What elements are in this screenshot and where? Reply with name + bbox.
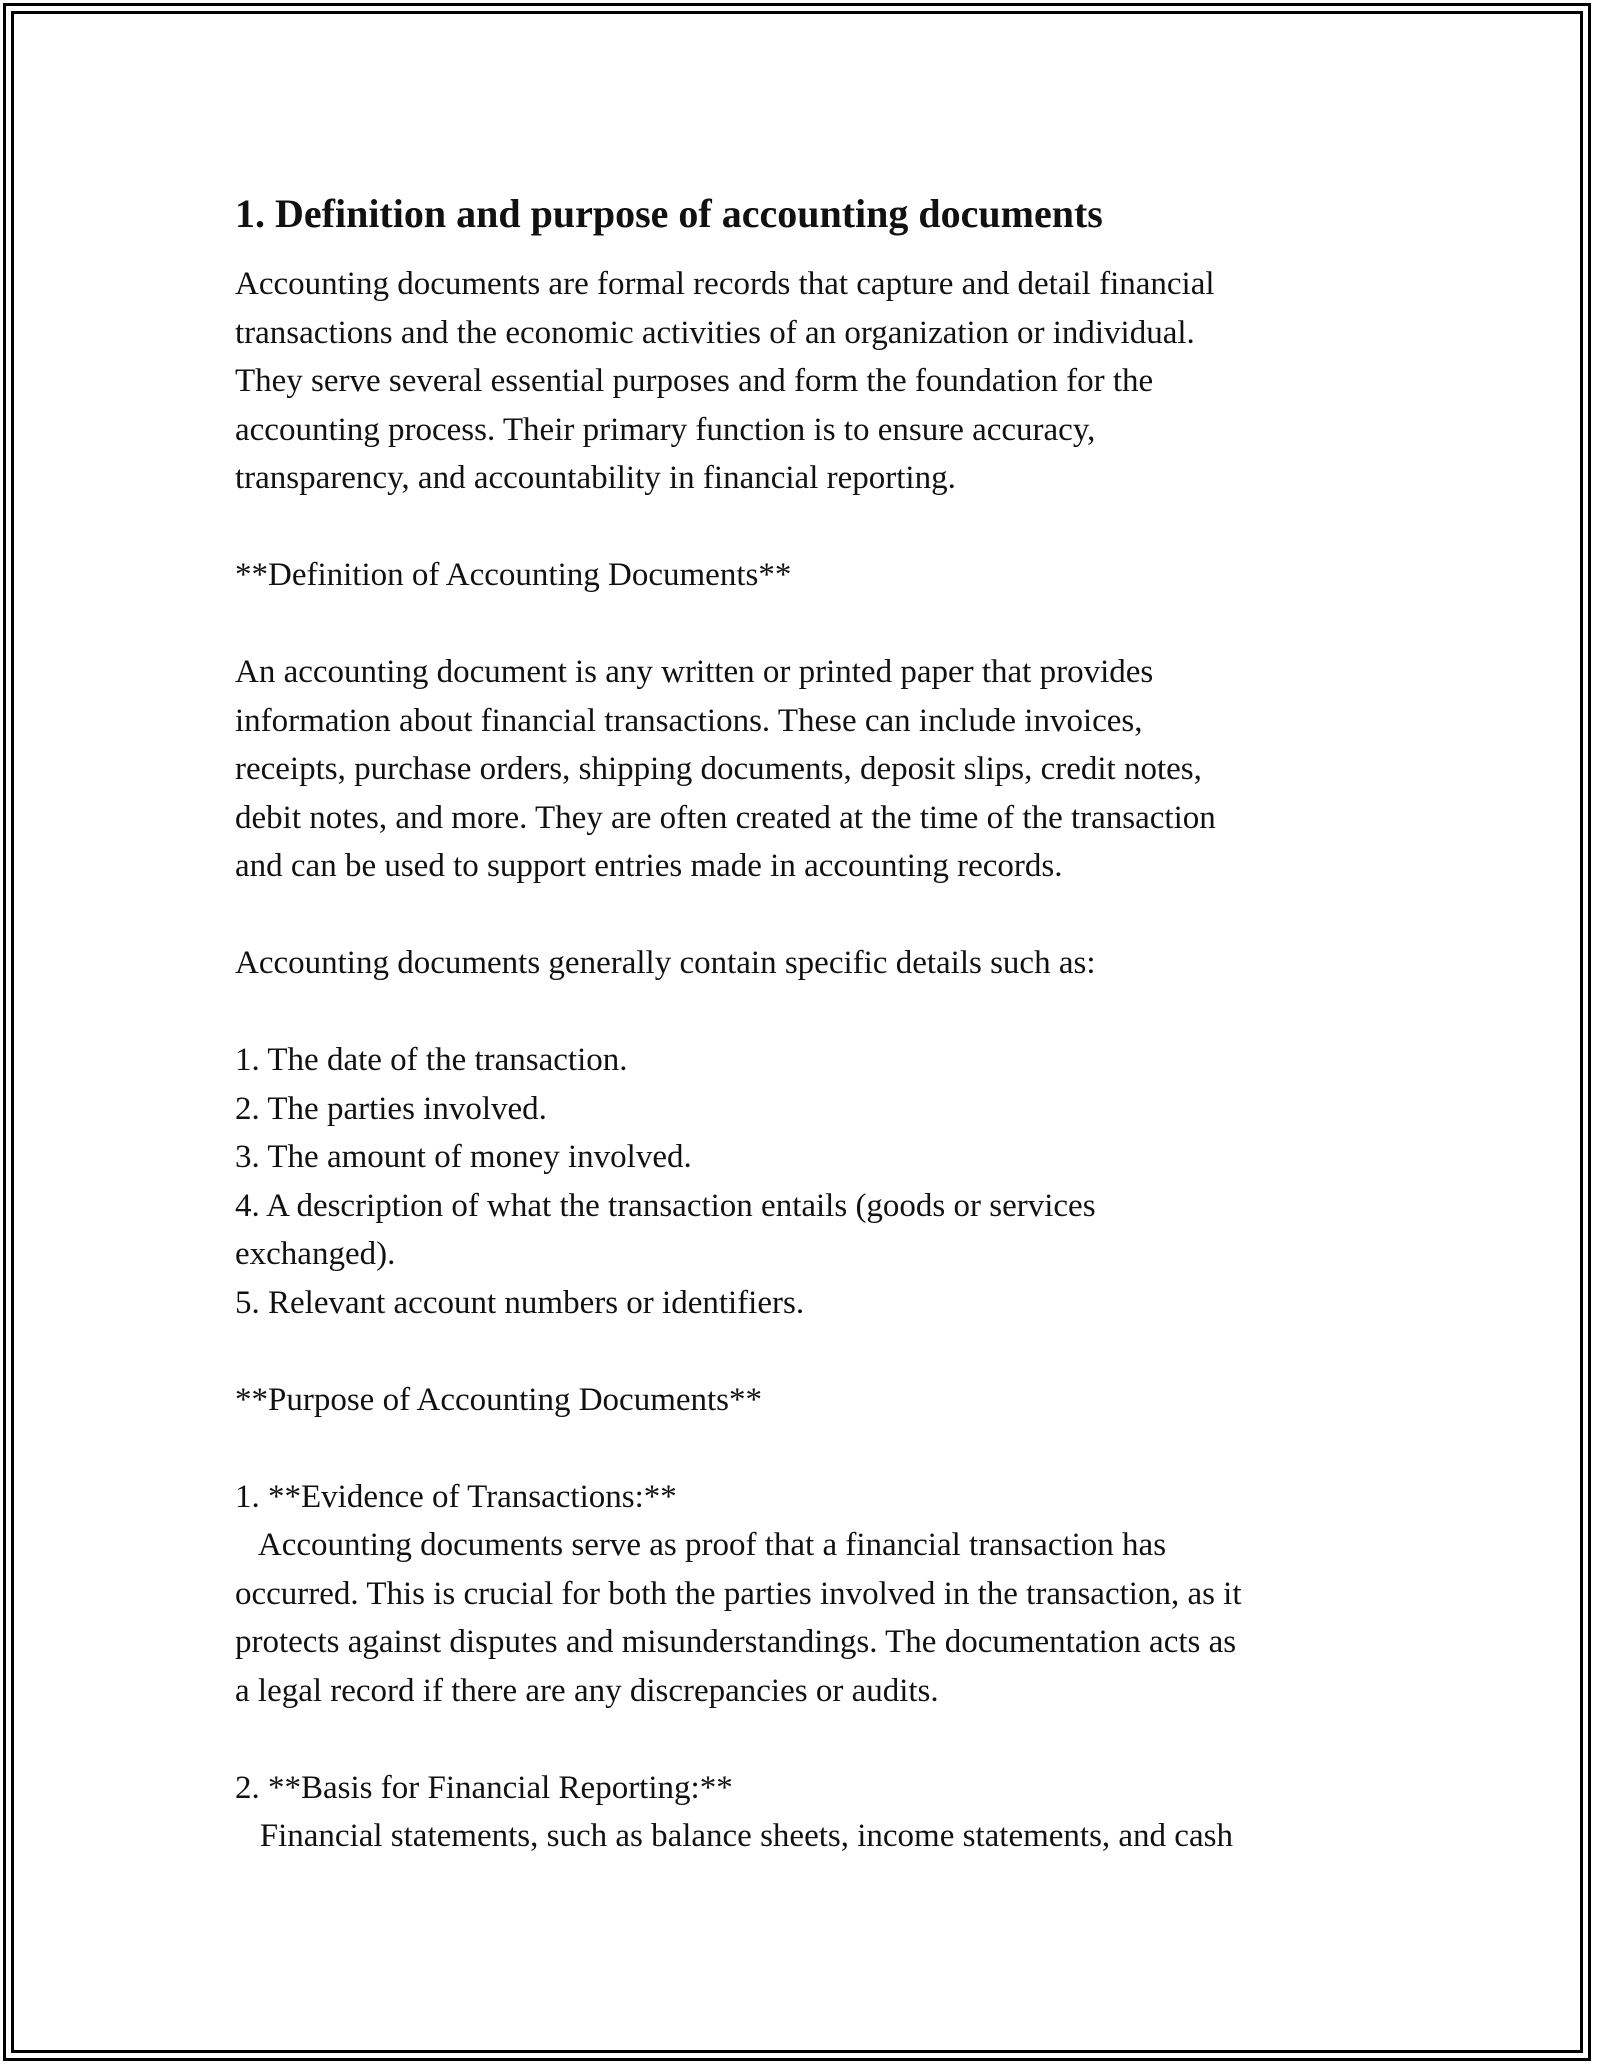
text-line: Accounting documents serve as proof that a financial transaction has	[235, 1527, 1167, 1563]
text-line: exchanged).	[235, 1236, 396, 1272]
document-body	[235, 188, 1375, 1861]
text-line: accounting process. Their primary function is to ensure accuracy,	[235, 411, 1096, 448]
text-line: 1. The date of the transaction.	[235, 1042, 628, 1078]
text-line: An accounting document is any written or printed paper that provides	[235, 654, 1154, 690]
blank-line	[235, 503, 1375, 552]
text-line: and can be used to support entries made in accounting records.	[235, 848, 1063, 884]
text-line: a legal record if there are any discrepancies or audits.	[235, 1672, 939, 1709]
blank-line	[235, 600, 1375, 649]
text-line: Accounting documents generally contain specific details such as:	[235, 945, 1096, 981]
heading-spacer	[235, 240, 1375, 260]
text-line: 2. The parties involved.	[235, 1090, 547, 1127]
text-line: 4. A description of what the transaction entails (goods or services	[235, 1187, 1096, 1224]
text-line: 5. Relevant account numbers or identifiers.	[235, 1284, 805, 1321]
text-line: protects against disputes and misunderstandings. The documentation acts as	[235, 1624, 1237, 1660]
blank-line	[235, 891, 1375, 940]
text-line: occurred. This is crucial for both the parties involved in the transaction, as it	[235, 1575, 1242, 1612]
text-line: receipts, purchase orders, shipping documents, deposit slips, credit notes,	[235, 751, 1202, 787]
text-line: 2. **Basis for Financial Reporting:**	[235, 1769, 733, 1806]
body-text	[235, 260, 1375, 1861]
blank-line	[235, 1327, 1375, 1376]
text-line: 1. **Evidence of Transactions:**	[235, 1478, 677, 1515]
text-line: information about financial transactions. These can include invoices,	[235, 702, 1143, 739]
text-line: **Definition of Accounting Documents**	[235, 557, 792, 593]
text-line: debit notes, and more. They are often created at the time of the transaction	[235, 799, 1216, 836]
text-line: Financial statements, such as balance sheets, income statements, and cash	[235, 1818, 1233, 1854]
blank-line	[235, 988, 1375, 1037]
text-line: 3. The amount of money involved.	[235, 1139, 692, 1175]
text-line: Accounting documents are formal records that capture and detail financial	[235, 266, 1215, 302]
text-line: transactions and the economic activities of an organization or individual.	[235, 314, 1195, 351]
blank-line	[235, 1715, 1375, 1764]
text-line: **Purpose of Accounting Documents**	[235, 1381, 763, 1418]
blank-line	[235, 1424, 1375, 1473]
text-line: They serve several essential purposes and form the foundation for the	[235, 363, 1154, 399]
section-heading: 1. Definition and purpose of accounting documents	[235, 191, 1103, 236]
text-line: transparency, and accountability in financial reporting.	[235, 460, 956, 496]
